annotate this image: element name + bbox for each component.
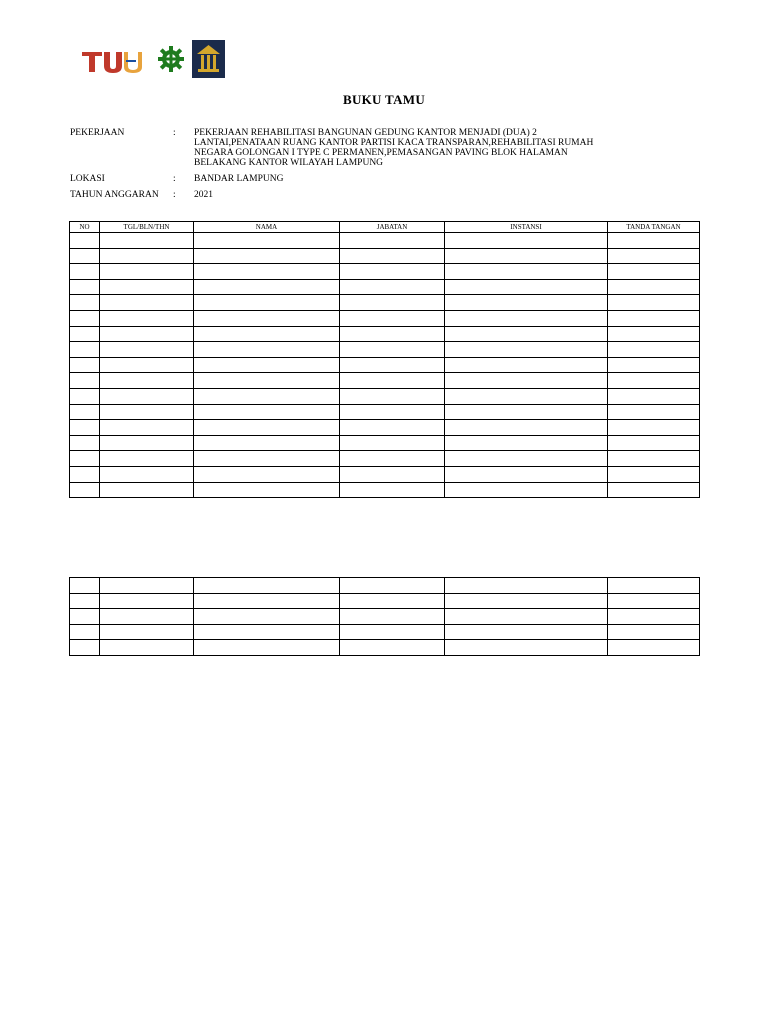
table-cell[interactable] [70, 342, 100, 358]
table-cell[interactable] [70, 388, 100, 404]
table-cell[interactable] [445, 578, 608, 594]
table-cell[interactable] [194, 326, 340, 342]
table-cell[interactable] [70, 451, 100, 467]
table-row [70, 357, 700, 373]
table-cell[interactable] [608, 326, 700, 342]
table-cell[interactable] [445, 357, 608, 373]
table-cell[interactable] [445, 295, 608, 311]
table-cell[interactable] [194, 640, 340, 656]
table-cell[interactable] [194, 593, 340, 609]
table-cell[interactable] [445, 342, 608, 358]
table-cell[interactable] [608, 279, 700, 295]
table-cell[interactable] [445, 435, 608, 451]
table-row [70, 279, 700, 295]
table-cell[interactable] [100, 640, 194, 656]
table-cell[interactable] [194, 295, 340, 311]
table-cell[interactable] [608, 451, 700, 467]
tahun-colon: : [173, 190, 176, 200]
table-row [70, 466, 700, 482]
table-cell[interactable] [608, 248, 700, 264]
table-cell[interactable] [70, 326, 100, 342]
table-row [70, 373, 700, 389]
table-cell[interactable] [608, 435, 700, 451]
table-cell[interactable] [340, 466, 445, 482]
table-cell[interactable] [608, 342, 700, 358]
table-cell[interactable] [340, 295, 445, 311]
pekerjaan-label: PEKERJAAN [70, 128, 125, 138]
table-cell[interactable] [445, 404, 608, 420]
table-cell[interactable] [340, 326, 445, 342]
gear-emblem-icon [158, 46, 184, 77]
table-cell[interactable] [340, 609, 445, 625]
lokasi-label: LOKASI [70, 174, 105, 184]
table-cell[interactable] [100, 373, 194, 389]
table-cell[interactable] [194, 388, 340, 404]
table-cell[interactable] [100, 357, 194, 373]
table-header-row [70, 222, 700, 233]
table-cell[interactable] [340, 248, 445, 264]
table-row [70, 342, 700, 358]
ministry-emblem-icon [192, 40, 225, 83]
table-cell[interactable] [445, 640, 608, 656]
table-cell[interactable] [100, 420, 194, 436]
pekerjaan-value: PEKERJAAN REHABILITASI BANGUNAN GEDUNG KANTOR MENJADI (DUA) 2 LANTAI,PENATAAN RUANG KANTOR PARTISI KACA TRANSPARAN,REHABILITASI RUMAH NEGARA GOLONGAN I TYPE C PERMANEN,PEMASANGAN PAVING BLOK HALAMAN BELAKANG KANTOR WILAYAH LAMPUNG [194, 128, 594, 168]
table-cell[interactable] [608, 593, 700, 609]
table-cell[interactable] [194, 264, 340, 280]
table-cell[interactable] [70, 435, 100, 451]
table-cell[interactable] [608, 609, 700, 625]
table-cell[interactable] [445, 482, 608, 498]
page-title: BUKU TAMU [342, 92, 426, 107]
table-cell[interactable] [70, 640, 100, 656]
tahun-label: TAHUN ANGGARAN [70, 190, 159, 200]
table-cell[interactable] [100, 451, 194, 467]
table-cell[interactable] [445, 233, 608, 249]
table-cell[interactable] [100, 466, 194, 482]
table-row [70, 248, 700, 264]
table-cell[interactable] [70, 279, 100, 295]
table-row [70, 420, 700, 436]
table-cell[interactable] [340, 404, 445, 420]
table-row [70, 482, 700, 498]
table-cell[interactable] [445, 310, 608, 326]
table-cell[interactable] [70, 295, 100, 311]
table-cell[interactable] [608, 466, 700, 482]
table-row [70, 404, 700, 420]
table-cell[interactable] [70, 420, 100, 436]
table-cell[interactable] [194, 451, 340, 467]
table-cell[interactable] [70, 373, 100, 389]
table-cell[interactable] [194, 373, 340, 389]
lokasi-colon: : [173, 174, 176, 184]
table-cell[interactable] [100, 264, 194, 280]
table-cell[interactable] [445, 609, 608, 625]
table-cell[interactable] [608, 310, 700, 326]
table-cell[interactable] [70, 624, 100, 640]
table-cell[interactable] [70, 609, 100, 625]
table-cell[interactable] [100, 326, 194, 342]
table-cell[interactable] [340, 388, 445, 404]
table-cell[interactable] [340, 593, 445, 609]
table-cell[interactable] [194, 233, 340, 249]
table-row [70, 326, 700, 342]
table-cell[interactable] [608, 624, 700, 640]
table-cell[interactable] [100, 578, 194, 594]
table-cell[interactable] [70, 233, 100, 249]
table-cell[interactable] [340, 373, 445, 389]
table-cell[interactable] [340, 435, 445, 451]
table-cell[interactable] [194, 420, 340, 436]
table-cell[interactable] [608, 578, 700, 594]
table-cell[interactable] [445, 264, 608, 280]
table-cell[interactable] [100, 609, 194, 625]
table-cell[interactable] [100, 310, 194, 326]
table-cell[interactable] [608, 264, 700, 280]
table-cell[interactable] [608, 420, 700, 436]
table-cell[interactable] [194, 578, 340, 594]
column-header-institution: INSTANSI [445, 222, 608, 233]
table-cell[interactable] [340, 279, 445, 295]
table-cell[interactable] [608, 404, 700, 420]
table-cell[interactable] [100, 279, 194, 295]
table-row [70, 640, 700, 656]
table-cell[interactable] [194, 466, 340, 482]
table-cell[interactable] [608, 482, 700, 498]
table-cell[interactable] [70, 593, 100, 609]
table-cell[interactable] [340, 233, 445, 249]
table-cell[interactable] [194, 404, 340, 420]
table-cell[interactable] [100, 233, 194, 249]
table-cell[interactable] [100, 482, 194, 498]
table-cell[interactable] [100, 624, 194, 640]
table-cell[interactable] [608, 388, 700, 404]
table-row [70, 578, 700, 594]
table-cell[interactable] [100, 404, 194, 420]
table-cell[interactable] [445, 373, 608, 389]
table-cell[interactable] [608, 295, 700, 311]
table-row [70, 233, 700, 249]
table-cell[interactable] [340, 310, 445, 326]
table-cell[interactable] [340, 264, 445, 280]
table-cell[interactable] [70, 310, 100, 326]
table-cell[interactable] [340, 624, 445, 640]
table-cell[interactable] [340, 451, 445, 467]
table-cell[interactable] [340, 482, 445, 498]
table-cell[interactable] [100, 295, 194, 311]
table-row [70, 435, 700, 451]
table-row [70, 388, 700, 404]
table-cell[interactable] [194, 357, 340, 373]
table-cell[interactable] [340, 420, 445, 436]
table-row [70, 295, 700, 311]
table-row [70, 451, 700, 467]
table-cell[interactable] [194, 624, 340, 640]
table-cell[interactable] [194, 482, 340, 498]
lokasi-value: BANDAR LAMPUNG [194, 174, 284, 184]
table-cell[interactable] [445, 326, 608, 342]
table-cell[interactable] [445, 388, 608, 404]
guest-table [69, 221, 700, 498]
table-cell[interactable] [100, 248, 194, 264]
table-cell[interactable] [445, 451, 608, 467]
table-cell[interactable] [100, 593, 194, 609]
table-cell[interactable] [445, 279, 608, 295]
table-cell[interactable] [608, 373, 700, 389]
table-cell[interactable] [70, 482, 100, 498]
table-cell[interactable] [70, 248, 100, 264]
table-row [70, 609, 700, 625]
table-cell[interactable] [340, 640, 445, 656]
table-cell[interactable] [445, 466, 608, 482]
pekerjaan-colon: : [173, 128, 176, 138]
table-cell[interactable] [340, 578, 445, 594]
tahun-value: 2021 [194, 190, 213, 200]
column-header-date: TGL/BLN/THN [100, 222, 194, 233]
guest-table-continuation-body [70, 578, 700, 656]
table-cell[interactable] [194, 342, 340, 358]
table-cell[interactable] [445, 420, 608, 436]
column-header-no: NO [70, 222, 100, 233]
table-cell[interactable] [608, 357, 700, 373]
table-cell[interactable] [340, 342, 445, 358]
column-header-name: NAMA [194, 222, 340, 233]
guest-table-body [70, 233, 700, 498]
table-cell[interactable] [100, 435, 194, 451]
table-cell[interactable] [608, 640, 700, 656]
table-row [70, 593, 700, 609]
company-logo [80, 48, 146, 79]
table-cell[interactable] [194, 279, 340, 295]
table-cell[interactable] [445, 624, 608, 640]
table-cell[interactable] [194, 310, 340, 326]
table-cell[interactable] [445, 248, 608, 264]
table-row [70, 310, 700, 326]
table-row [70, 264, 700, 280]
column-header-position: JABATAN [340, 222, 445, 233]
table-cell[interactable] [70, 357, 100, 373]
table-cell[interactable] [194, 435, 340, 451]
table-cell[interactable] [100, 388, 194, 404]
table-cell[interactable] [70, 264, 100, 280]
guest-table-continuation [69, 577, 700, 656]
table-cell[interactable] [194, 248, 340, 264]
table-cell[interactable] [445, 593, 608, 609]
table-cell[interactable] [100, 342, 194, 358]
table-cell[interactable] [340, 357, 445, 373]
table-cell[interactable] [194, 609, 340, 625]
column-header-signature: TANDA TANGAN [608, 222, 700, 233]
table-cell[interactable] [70, 578, 100, 594]
table-cell[interactable] [70, 466, 100, 482]
table-cell[interactable] [70, 404, 100, 420]
table-row [70, 624, 700, 640]
table-cell[interactable] [608, 233, 700, 249]
